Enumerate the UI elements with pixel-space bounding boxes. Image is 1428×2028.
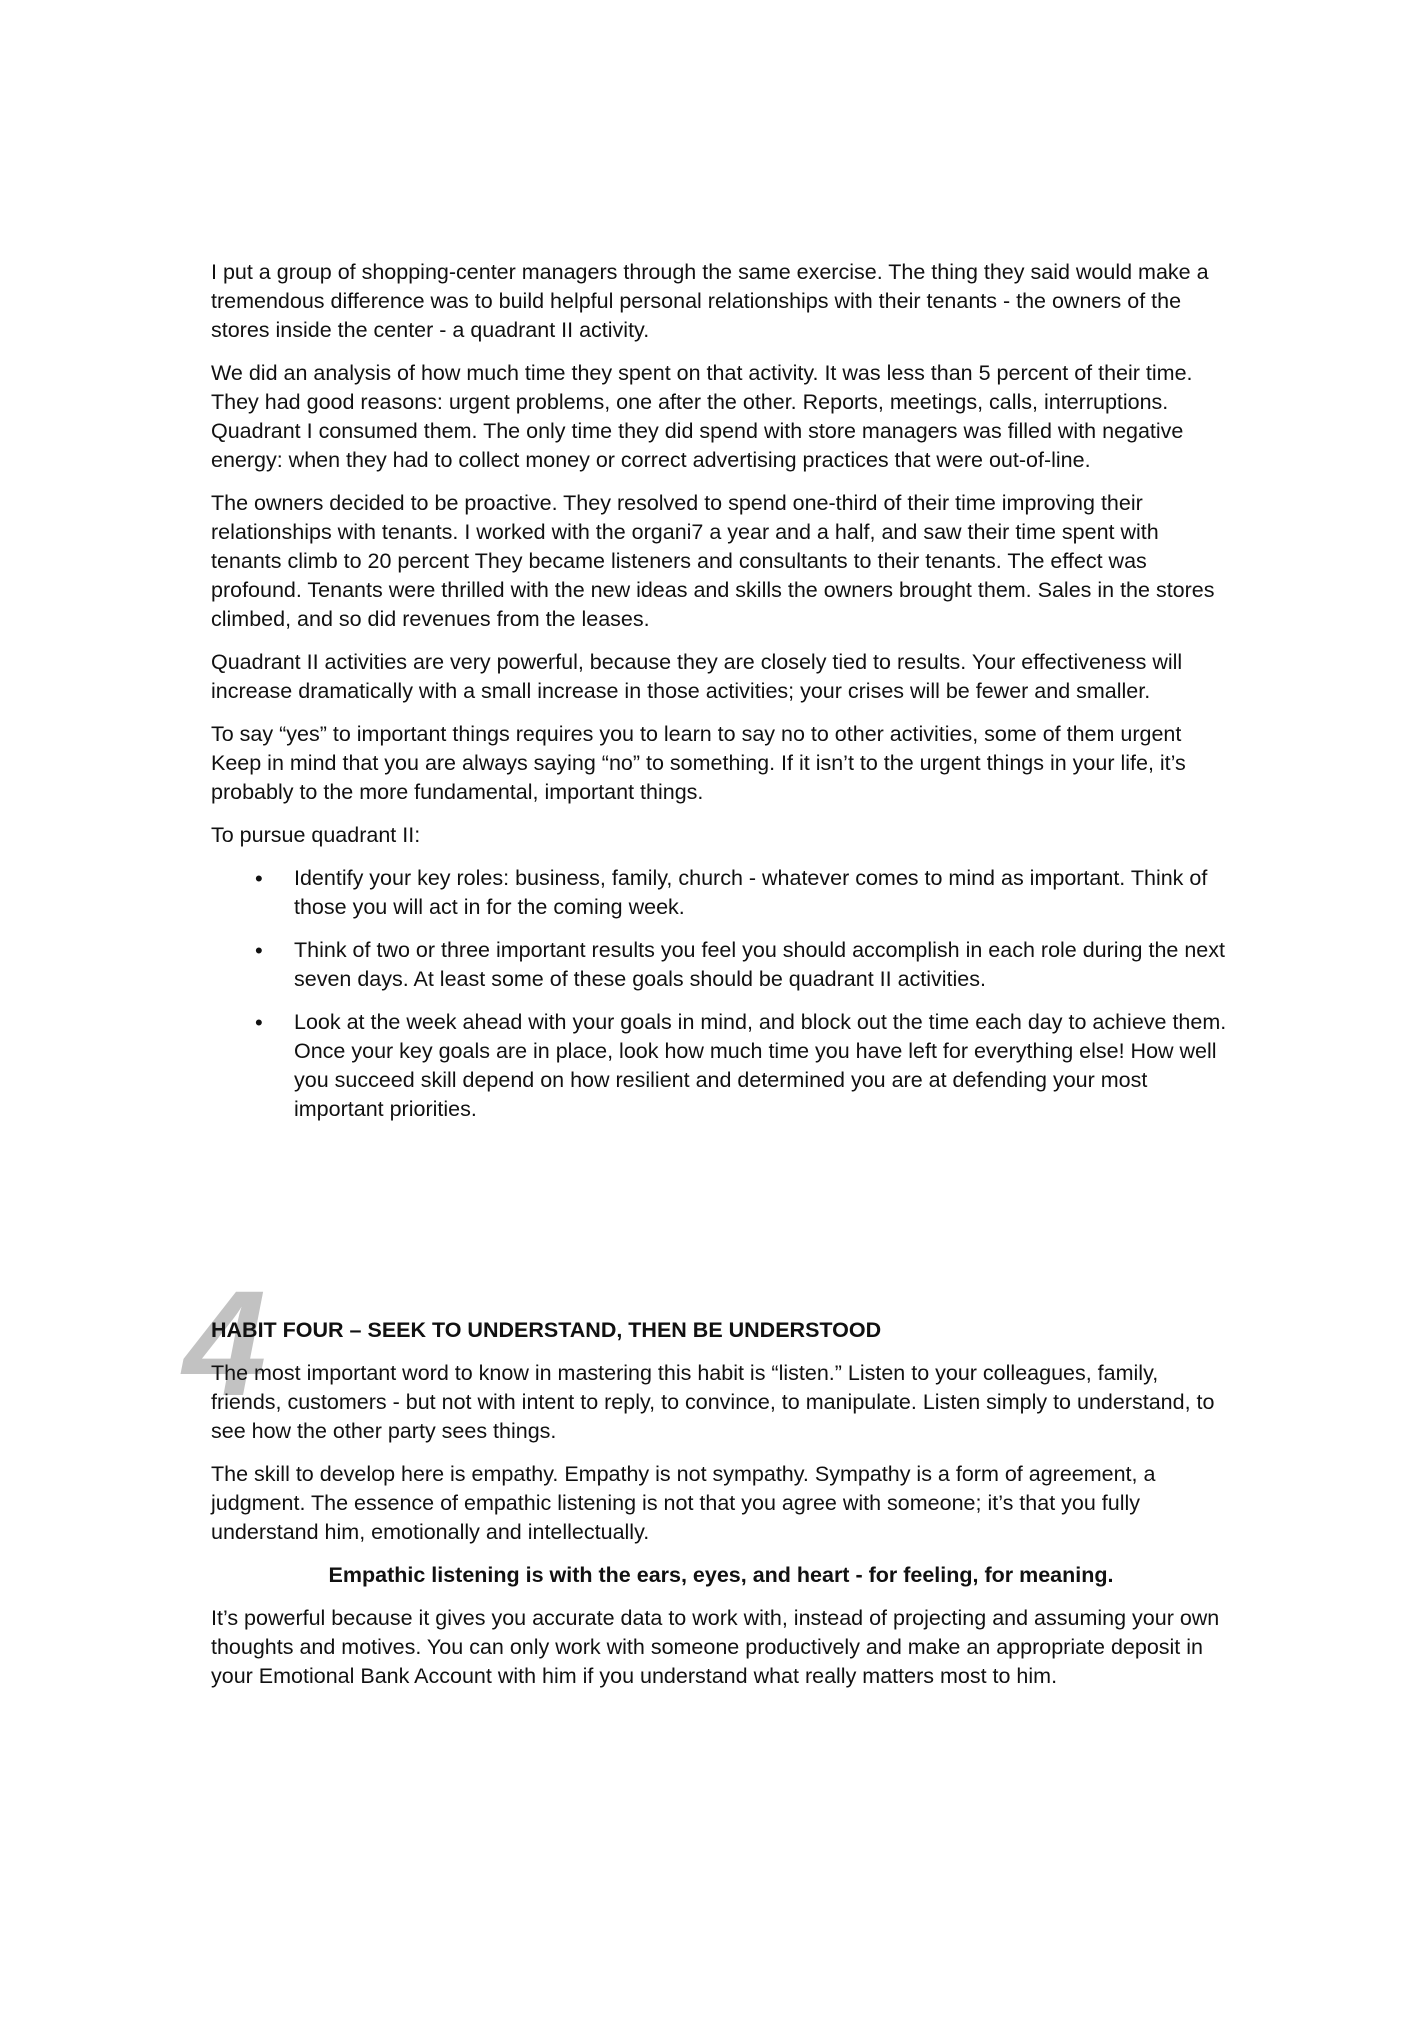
bullet-icon: • xyxy=(255,938,263,963)
bullet-icon: • xyxy=(255,1010,263,1035)
paragraph-quadrant-ii-power: Quadrant II activities are very powerful, because they are closely tied to results. Your effectiveness will increase dramatically with a small increase in those activities; your crises will be fewer and smaller. xyxy=(211,650,1183,703)
list-item xyxy=(211,1008,1231,1124)
list-item xyxy=(211,936,1231,994)
section-heading: HABIT FOUR – SEEK TO UNDERSTAND, THEN BE UNDERSTOOD xyxy=(211,1318,882,1342)
bullet-icon: • xyxy=(255,866,263,891)
paragraph-say-yes: To say “yes” to important things requires you to learn to say no to other activities, some of them urgent Keep in mind that you are always saying “no” to something. If it isn’t to the urgent things in your life, it’s probably to the more fundamental, important things. xyxy=(211,722,1186,804)
list-item xyxy=(211,864,1231,922)
paragraph-empathy: The skill to develop here is empathy. Empathy is not sympathy. Sympathy is a form of agreement, a judgment. The essence of empathic listening is not that you agree with someone; it’s that you fully understand him, emotionally and intellectually. xyxy=(211,1462,1156,1544)
list-item-text: Think of two or three important results you feel you should accomplish in each role during the next seven days. At least some of these goals should be quadrant II activities. xyxy=(294,938,1225,991)
list-item-text: Look at the week ahead with your goals in mind, and block out the time each day to achieve them. Once your key goals are in place, look how much time you have left for everything else! How well you succeed skill depend on how resilient and determined you are at defending your most important priorities. xyxy=(294,1010,1227,1121)
paragraph-owners-proactive: The owners decided to be proactive. They resolved to spend one-third of their time improving their relationships with tenants. I worked with the organi7 a year and a half, and saw their time spent with tenants climb to 20 percent They became listeners and consultants to their tenants. The effect was profound. Tenants were thrilled with the new ideas and skills the owners brought them. Sales in the stores climbed, and so did revenues from the leases. xyxy=(211,491,1215,631)
paragraph-closing: It’s powerful because it gives you accurate data to work with, instead of projecting and assuming your own thoughts and motives. You can only work with someone productively and make an appropriate deposit in your Emotional Bank Account with him if you understand what really matters most to him. xyxy=(211,1606,1220,1688)
page-body xyxy=(211,258,1231,1138)
quadrant-ii-list xyxy=(211,864,1231,1124)
list-item-text: Identify your key roles: business, family, church - whatever comes to mind as important. Think of those you will act in for the coming week. xyxy=(294,866,1208,919)
paragraph-shopping-center: I put a group of shopping-center managers through the same exercise. The thing they said would make a tremendous difference was to build helpful personal relationships with their tenants - the owners of the stores inside the center - a quadrant II activity. xyxy=(211,260,1209,342)
habit-four-section xyxy=(211,1316,1231,1705)
emphasis-statement: Empathic listening is with the ears, eyes, and heart - for feeling, for meaning. xyxy=(328,1563,1114,1587)
paragraph-analysis: We did an analysis of how much time they spent on that activity. It was less than 5 percent of their time. They had good reasons: urgent problems, one after the other. Reports, meetings, calls, interruptions. Quadrant I consumed them. The only time they did spend with store managers was filled with negative energy: when they had to collect money or correct advertising practices that were out-of-line. xyxy=(211,361,1193,472)
habit-number-graphic: 4 xyxy=(183,1259,267,1427)
paragraph-pursue-intro: To pursue quadrant II: xyxy=(211,823,421,847)
paragraph-listen: The most important word to know in mastering this habit is “listen.” Listen to your colleagues, family, friends, customers - but not with intent to reply, to convince, to manipulate. Listen simply to understand, to see how the other party sees things. xyxy=(211,1361,1215,1443)
